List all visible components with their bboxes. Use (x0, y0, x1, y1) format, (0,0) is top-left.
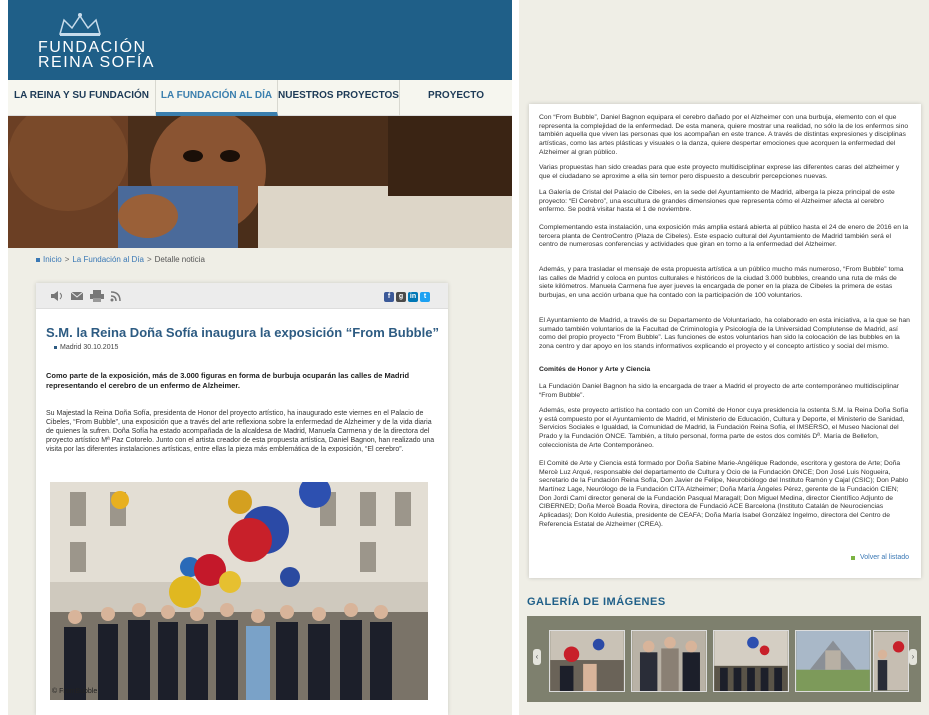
nav-item-proyecto-alzheimer[interactable]: PROYECTO (428, 90, 484, 101)
rss-icon[interactable] (110, 290, 124, 302)
gallery-thumb[interactable] (713, 630, 789, 692)
left-page-panel (8, 0, 512, 715)
breadcrumb-fundacion-link[interactable]: La Fundación al Día (72, 255, 144, 264)
gallery-thumb[interactable] (795, 630, 871, 692)
linkedin-icon[interactable]: in (409, 293, 417, 300)
gallery-next-button[interactable]: › (909, 649, 917, 665)
article-toolbar (36, 283, 448, 309)
crown-logo-icon (56, 12, 104, 38)
email-icon[interactable] (70, 290, 84, 302)
article-paragraph: El Ayuntamiento de Madrid, a través de su Departamento de Voluntariado, ha colaborado en esta iniciativa, a la que se han sumado también voluntarios de la Facultad de Criminología y Psicología de la Universidad Complutense de Madrid, así como del propio proyecto “From Bubble”. Las funciones de estos voluntarios han sido la colocación de las bubbles en la zona centro y dar apoyo en los stands informativos explicando el proyecto y el concepto artístico y social del mismo. (539, 317, 910, 351)
breadcrumb-sep: > (64, 255, 70, 264)
breadcrumb-inicio-link[interactable]: Inicio (43, 255, 62, 264)
breadcrumb-current: Detalle noticia (154, 255, 205, 264)
article-paragraph: La Galería de Cristal del Palacio de Cibeles, en la sede del Ayuntamiento de Madrid, alberga la pieza principal de este proyecto: “El Cerebro”, una escultura de grandes dimensiones que representa cómo el Alzheimer afecta al cerebro enfermo. Se podrá visitar hasta el 1 de noviembre. (539, 189, 895, 214)
gallery-thumb[interactable] (549, 630, 625, 692)
volume-icon[interactable] (50, 290, 64, 302)
twitter-icon[interactable]: t (420, 292, 430, 302)
date-bullet-icon (54, 346, 57, 349)
article-body: Su Majestad la Reina Doña Sofía, presidenta de Honor del proyecto artístico, ha inaugurado este viernes en el Palacio de Cibeles, “From Bubble”, una exposición que a través del arte reflexiona sobre la enfermedad de Alzheimer y de la vida diaria de quienes la sufren. Doña Sofía ha estado acompañada de la alcaldesa de Madrid, Manuela Carmena y de la directora del proyecto artístico Mª Paz Cotorelo. Junto con el artista creador de esta propuesta artística, Daniel Bagnon, han realizado una visita por las diferentes instalaciones artísticas, entre ellas la pieza más emblemática de la exposición, “El cerebro”. (46, 410, 435, 453)
article-card (36, 283, 448, 715)
image-gallery (527, 616, 921, 702)
gallery-prev-button[interactable]: ‹ (533, 649, 541, 665)
right-page-panel (519, 0, 929, 715)
article-subheading: Comités de Honor y Arte y Ciencia (539, 366, 651, 373)
gallery-title: GALERÍA DE IMÁGENES (527, 596, 666, 608)
logo-text-line1[interactable]: FUNDACIÓN (38, 39, 147, 56)
article-paragraph: Además, y para trasladar el mensaje de esta propuesta artística a un público mucho más numeroso, “From Bubble” toma las calles de Madrid y coloca en puntos culturales e históricos de la ciudad 3.000 bubbles, creando una ruta de más de siete kilómetros. Manuela Carmena fue ayer jueves la encargada de poner en la plaza de Cibeles la primera de estas burbujas, en una acción urbana que ha contado con la participación de 100 voluntarios. (539, 266, 904, 300)
article-date: Madrid 30.10.2015 (60, 344, 119, 351)
print-icon[interactable] (90, 290, 104, 302)
breadcrumb (36, 255, 205, 264)
article-title: S.M. la Reina Doña Sofía inaugura la exposición “From Bubble” (46, 325, 439, 340)
back-to-list-link[interactable]: Volver al listado (859, 554, 909, 561)
article-continuation-card (529, 104, 921, 578)
article-paragraph: La Fundación Daniel Bagnon ha sido la encargada de traer a Madrid el proyecto de arte contemporáneo multidisciplinar “From Bubble”. (539, 383, 900, 399)
article-paragraph: Además, este proyecto artístico ha contado con un Comité de Honor cuya presidencia la ostenta S.M. la Reina Doña Sofía y está compuesto por el Ayuntamiento de Madrid, el Ministerio de Educación, Cultura y Deporte, el Ministerio de Sanidad, Servicios Sociales e Igualdad, la Comunidad de Madrid, la Fundación Reina Sofía, el IMSERSO, el Museo Nacional del Prado y la Fundación ONCE. También, a título personal, forma parte de estos dos comités Dª. María de Bellefon, coleccionista de Arte Contemporáneo. (539, 407, 909, 449)
nav-item-fundacion-al-dia[interactable]: LA FUNDACIÓN AL DÍA (156, 80, 278, 116)
photo-credit: © FromBubble (52, 688, 98, 695)
facebook-icon[interactable]: f (384, 292, 394, 302)
google-plus-icon[interactable]: g (396, 292, 406, 302)
back-bullet-icon (851, 556, 855, 560)
main-nav (8, 80, 512, 116)
gallery-thumb[interactable] (873, 630, 909, 692)
article-paragraph: Varias propuestas han sido creadas para que este proyecto multidisciplinar exprese las diferentes caras del alzheimer y que el ciudadano se aproxime a ella sin temor pero dispuesto a descubrir percepciones nuevas. (539, 164, 900, 180)
article-lead: Como parte de la exposición, más de 3.000 figuras en forma de burbuja ocuparán las calles de Madrid representando el cerebro de un enfermo de Alzheimer. (46, 371, 410, 390)
article-paragraph: Con “From Bubble”, Daniel Bagnon equipara el cerebro dañado por el Alzheimer con una burbuja, elemento con el que representa la complejidad de la enfermedad. De esta manera, quiere mostrar una realidad, no sólo la de los enfermos sino también aquella que viven las personas que los acompañan en este trance. A través de distintas expresiones y disciplinas artísticas, como las artes plásticas y visuales o la danza, quiere despertar emociones que acorquen la enfermedad del Alzheimer al gran público. (539, 114, 909, 156)
logo-text-line2[interactable]: REINA SOFÍA (38, 54, 155, 71)
article-photo[interactable] (50, 482, 428, 700)
hero-banner-image (8, 116, 512, 248)
site-header (8, 0, 512, 80)
breadcrumb-sep: > (146, 255, 152, 264)
breadcrumb-bullet-icon (36, 258, 40, 262)
nav-item-la-reina[interactable]: LA REINA Y SU FUNDACIÓN (8, 80, 156, 116)
nav-item-proyectos[interactable]: NUESTROS PROYECTOS (278, 80, 400, 116)
article-paragraph: El Comité de Arte y Ciencia está formado por Doña Sabine Marie-Angélique Radonde, escritora y gestora de Arte; Doña Mercè Luz Arqué, responsable del departamento de Cultura y Ocio de la Fundación ONCE; Don José Luis Nogueira, secretario de la Fundación Reina Sofía, Don Javier de Felipe, Neurobiólogo del Instituto Ramón y Cajal (CSIC); Don Pablo Martínez Lage, Neurólogo de la Fundación CITA Alzheimer; Doña María Ángeles Pérez, gerente de la Fundación CIEN; Don Jordi Camí director general de la Fundación Pasqual Maragall; Don Miguel Medina, director Científico Adjunto de CIBERNED; Doña Mercè Boada Rovira, directora de Fundació ACE Barcelona (Instituto Catalán de Neurociencias Aplicadas); Don Koldo Aulestia, presidente de CEAFA; Doña María Isabel González Ingelmo, directora del Centro de Referencia Estatal de Alzheimer (CREA). (539, 460, 909, 528)
gallery-thumb[interactable] (631, 630, 707, 692)
article-paragraph: Complementando esta instalación, una exposición más amplia estará abierta al público hasta el 24 de enero de 2016 en la tercera planta de CentroCentro (Plaza de Cibeles). Este espacio cultural del Ayuntamiento de Madrid también será el centro de numerosas conferencias y actividades que giran en torno a la enfermedad del Alzheimer. (539, 224, 909, 249)
